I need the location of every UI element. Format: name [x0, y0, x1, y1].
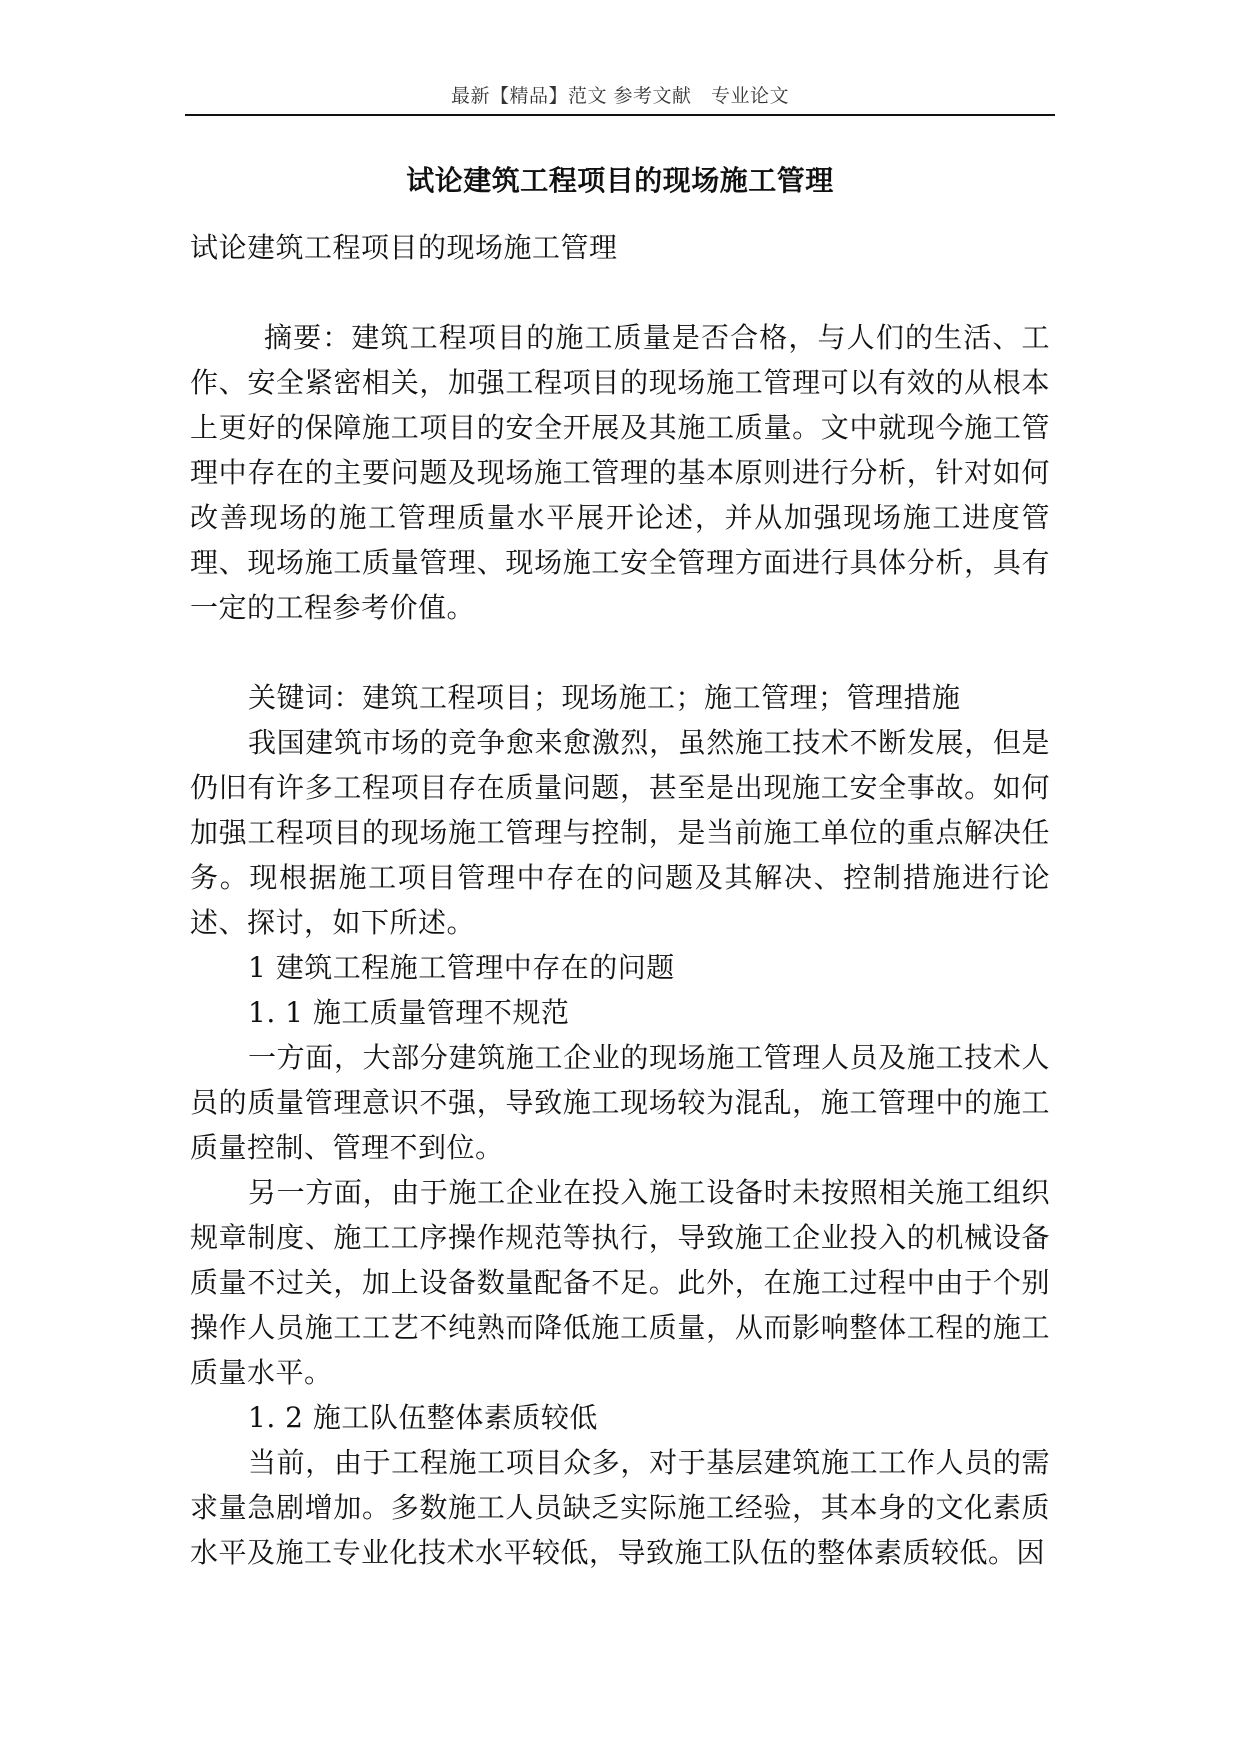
header-rule [185, 114, 1055, 116]
document-body [190, 220, 1050, 1575]
abstract-paragraph: 摘要：建筑工程项目的施工质量是否合格，与人们的生活、工作、安全紧密相关，加强工程项目的现场施工管理可以有效的从根本上更好的保障施工项目的安全开展及其施工质量。文中就现今施工管理中存在的主要问题及现场施工管理的基本原则进行分析，针对如何改善现场的施工管理质量水平展开论述，并从加强现场施工进度管理、现场施工质量管理、现场施工安全管理方面进行具体分析，具有一定的工程参考价值。 [190, 321, 1050, 624]
body-paragraph: 当前，由于工程施工项目众多，对于基层建筑施工工作人员的需求量急剧增加。多数施工人员缺乏实际施工经验，其本身的文化素质水平及施工专业化技术水平较低，导致施工队伍的整体素质较低。因 [190, 1446, 1050, 1569]
document-title: 试论建筑工程项目的现场施工管理 [406, 164, 834, 197]
subsection-heading: 1. 1 施工质量管理不规范 [248, 996, 570, 1029]
blank-line [190, 270, 1050, 315]
body-paragraph: 另一方面，由于施工企业在投入施工设备时未按照相关施工组织规章制度、施工工序操作规范等执行，导致施工企业投入的机械设备质量不过关，加上设备数量配备不足。此外，在施工过程中由于个别操作人员施工工艺不纯熟而降低施工质量，从而影响整体工程的施工质量水平。 [190, 1176, 1050, 1389]
page-header: 最新【精品】范文 参考文献 专业论文 [450, 85, 790, 107]
document-subtitle: 试论建筑工程项目的现场施工管理 [190, 231, 618, 264]
keywords-line: 关键词：建筑工程项目；现场施工；施工管理；管理措施 [248, 681, 961, 714]
subsection-heading: 1. 2 施工队伍整体素质较低 [248, 1401, 598, 1434]
section-heading: 1 建筑工程施工管理中存在的问题 [248, 951, 675, 984]
blank-line [190, 630, 1050, 675]
body-paragraph: 一方面，大部分建筑施工企业的现场施工管理人员及施工技术人员的质量管理意识不强，导致施工现场较为混乱，施工管理中的施工质量控制、管理不到位。 [190, 1041, 1050, 1164]
body-paragraph: 我国建筑市场的竞争愈来愈激烈，虽然施工技术不断发展，但是仍旧有许多工程项目存在质量问题，甚至是出现施工安全事故。如何加强工程项目的现场施工管理与控制，是当前施工单位的重点解决任务。现根据施工项目管理中存在的问题及其解决、控制措施进行论述、探讨，如下所述。 [190, 726, 1050, 939]
